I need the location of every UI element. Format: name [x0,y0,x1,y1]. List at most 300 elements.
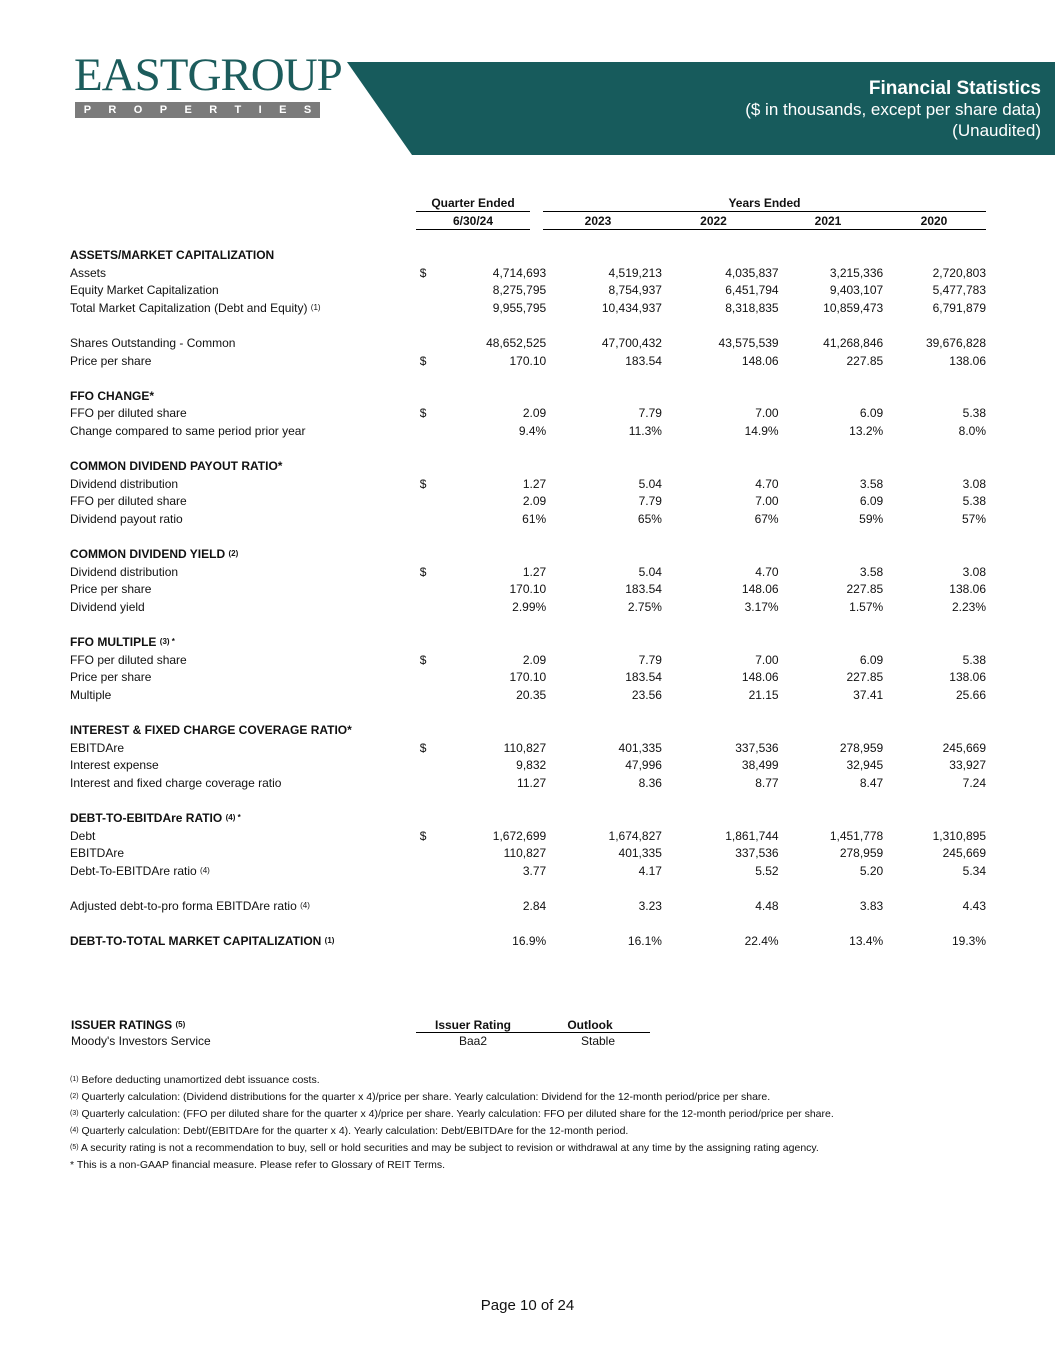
row-label-text: FFO MULTIPLE [70,635,157,650]
value-2021: 59% [859,511,884,526]
col-year-2021: 2021 [774,214,882,230]
logo-letter: R [108,104,117,116]
value-2022 [662,388,779,406]
value-2023: 1,674,827 [608,828,662,843]
row-label-text: EBITDAre [70,740,125,755]
value-2022 [662,810,779,828]
value-2020: 19.3% [951,934,986,949]
value-quarter: 2.09 [522,652,547,667]
row-label-text: EBITDAre [70,846,125,861]
value-2020: 7.24 [962,775,986,790]
value-2020: 3.08 [962,564,986,579]
value-2020: 245,669 [942,740,986,755]
section-header-row [70,933,986,951]
value-quarter: 1.27 [522,564,547,579]
value-quarter [456,247,547,265]
value-2023 [546,458,662,476]
value-quarter: 9,832 [516,758,547,773]
value-2023: 16.1% [627,934,662,949]
section-header-row [70,388,986,406]
value-2020 [883,458,986,476]
logo-letter: S [303,104,312,116]
value-quarter: 3.77 [522,863,547,878]
value-2022 [662,247,779,265]
value-2021: 10,859,473 [823,300,884,315]
value-2022: 7.00 [755,494,779,509]
logo-letter: O [133,104,143,116]
value-2023: 3.23 [638,898,662,913]
row-label [70,476,408,494]
value-quarter: 20.35 [516,687,547,702]
value-2022: 6,451,794 [725,283,779,298]
dollar-sign: $ [419,265,427,280]
footnote-number: (2) [70,1093,79,1100]
row-label [70,282,408,300]
footnotes [70,1072,834,1174]
spacer-cell [70,529,986,547]
table-row [70,511,986,529]
table-row [70,863,986,881]
row-label-text: FFO CHANGE* [70,388,154,403]
footnote-ref: (4) * [225,813,241,822]
footnote-text: Before deducting unamortized debt issuance costs. [81,1074,320,1086]
value-2022: 337,536 [735,740,779,755]
footnote [70,1140,834,1157]
dollar-sign: $ [419,406,427,421]
row-label-text: ASSETS/MARKET CAPITALIZATION [70,248,275,262]
value-2022: 43,575,539 [718,335,779,350]
value-2022: 3.17% [744,599,779,614]
value-2020: 5.34 [962,863,986,878]
table-row [70,581,986,599]
value-2021 [779,722,884,740]
dollar-sign [408,335,456,353]
page-subtitle: ($ in thousands, except per share data) [745,100,1041,119]
row-label-text: Dividend payout ratio [70,511,183,526]
value-2023: 5.04 [638,564,662,579]
value-quarter: 110,827 [503,846,547,861]
value-2021: 3,215,336 [829,265,884,280]
value-2023: 401,335 [618,740,662,755]
table-row [70,476,986,494]
table-row [70,282,986,300]
logo-letter: E [279,104,287,116]
value-2020: 57% [961,511,986,526]
dollar-sign [408,423,456,441]
footnote-number: (5) [70,1144,79,1151]
value-2020: 25.66 [955,687,986,702]
logo-letter: E [184,104,192,116]
value-2023: 47,996 [625,758,662,773]
col-year-2023: 2023 [543,214,653,230]
dollar-sign [408,493,456,511]
row-label [70,845,408,863]
logo-letter: R [209,104,218,116]
value-2020: 39,676,828 [925,335,986,350]
row-label-text: Equity Market Capitalization [70,283,219,298]
row-label-text: Adjusted debt-to-pro forma EBITDAre ratio [70,898,297,913]
row-label-text: COMMON DIVIDEND PAYOUT RATIO* [70,459,283,474]
spacer-cell [70,704,986,722]
issuer-rating-value: Baa2 [458,1034,488,1048]
value-2022: 148.06 [741,670,779,685]
section-header-row [70,546,986,564]
footnote-text: * This is a non-GAAP financial measure. Please refer to Glossary of REIT Terms. [70,1159,446,1171]
row-label [70,740,408,758]
spacer-cell [70,441,986,459]
value-2022 [662,458,779,476]
row-label [70,775,408,793]
table-row [70,757,986,775]
logo-letter: P [159,104,168,116]
value-2022 [662,634,779,652]
value-2021: 8.47 [859,775,884,790]
spacer-row [70,370,986,388]
footnote-number: (4) [70,1127,79,1134]
section-header-row [70,247,986,265]
table-row [70,652,986,670]
value-2021: 1,451,778 [829,828,884,843]
value-2023: 8,754,937 [608,283,662,298]
row-label [70,599,408,617]
value-2023 [546,247,662,265]
value-quarter: 2.99% [512,599,547,614]
value-quarter: 2.09 [522,494,547,509]
row-label-text: INTEREST & FIXED CHARGE COVERAGE RATIO* [70,723,352,738]
dollar-sign [408,933,456,951]
value-quarter [456,722,547,740]
value-quarter: 4,714,693 [492,265,547,280]
value-2021: 5.20 [859,863,884,878]
row-label-text: Interest expense [70,758,159,773]
value-2020: 33,927 [949,758,986,773]
value-2023 [546,546,662,564]
table-row [70,423,986,441]
value-2022 [662,546,779,564]
value-2023: 401,335 [618,846,662,861]
section-header-row [70,634,986,652]
row-label [70,353,408,371]
table-row [70,405,986,423]
dollar-sign [408,687,456,705]
value-2020: 138.06 [949,353,986,368]
row-label-text: FFO per diluted share [70,652,187,667]
spacer-cell [70,370,986,388]
section-header-row [70,458,986,476]
row-label [70,247,408,265]
value-2020: 5.38 [962,406,986,421]
row-label [70,335,408,353]
footnote [70,1157,834,1174]
value-2021 [779,634,884,652]
row-label-text: Dividend yield [70,599,145,614]
dollar-sign [408,757,456,775]
row-label [70,757,408,775]
value-2021: 3.83 [859,898,884,913]
value-2022: 4,035,837 [725,265,779,280]
row-label [70,493,408,511]
value-2020 [883,247,986,265]
logo-letter: I [258,104,262,116]
spacer-row [70,317,986,335]
value-2020: 5.38 [962,652,986,667]
table-row [70,353,986,371]
row-label [70,863,408,881]
value-2022: 8,318,835 [725,300,779,315]
dollar-sign: $ [419,740,427,755]
footnote [70,1123,834,1140]
spacer-row [70,529,986,547]
spacer-cell [70,880,986,898]
dollar-sign: $ [419,828,427,843]
financial-statistics-table [70,247,986,951]
spacer-row [70,616,986,634]
value-2022 [662,722,779,740]
value-2023: 7.79 [638,406,662,421]
row-label [70,265,408,283]
dollar-sign [408,775,456,793]
row-label-text: Interest and fixed charge coverage ratio [70,775,282,790]
footnote-ref: (4) [200,865,210,875]
value-2022: 1,861,744 [725,828,779,843]
issuer-ratings-footnote-ref: (5) [175,1020,186,1029]
dollar-sign: $ [419,476,427,491]
row-label [70,652,408,670]
dollar-sign [408,546,456,564]
footnote [70,1072,834,1089]
col-quarter: 6/30/24 [416,214,530,230]
row-label [70,423,408,441]
row-label-text: Price per share [70,353,152,368]
value-2021: 9,403,107 [829,283,884,298]
row-label-text: Total Market Capitalization (Debt and Equity) [70,300,308,315]
row-label [70,810,408,828]
value-quarter [456,458,547,476]
outlook-value: Stable [580,1034,616,1048]
value-quarter: 9.4% [518,423,547,438]
row-label [70,898,408,916]
footnote-ref: (3) * [159,637,175,647]
row-label [70,405,408,423]
value-2020: 2,720,803 [932,265,986,280]
row-label [70,687,408,705]
row-label-text: Price per share [70,670,152,685]
row-label-text: Price per share [70,582,152,597]
dollar-sign [408,634,456,652]
value-2022: 5.52 [755,863,779,878]
value-2022: 8.77 [755,775,779,790]
value-2023: 4.17 [638,863,662,878]
value-2023: 11.3% [628,423,662,438]
value-2020: 2.23% [951,599,986,614]
table-row [70,775,986,793]
table-row [70,898,986,916]
value-quarter: 170.10 [509,670,547,685]
value-2022: 337,536 [735,846,779,861]
value-2020: 5.38 [962,494,986,509]
value-quarter: 1,672,699 [492,828,547,843]
value-2020: 6,791,879 [932,300,986,315]
value-quarter: 9,955,795 [492,300,547,315]
spacer-row [70,704,986,722]
row-label-text: Assets [70,265,107,280]
value-quarter: 2.09 [522,406,547,421]
table-row [70,335,986,353]
value-2023: 183.54 [625,353,662,368]
footnote [70,1089,834,1106]
value-2022: 148.06 [741,582,779,597]
value-quarter [456,634,547,652]
value-2023 [546,388,662,406]
dollar-sign [408,898,456,916]
dollar-sign [408,511,456,529]
dollar-sign [408,599,456,617]
value-2021: 227.85 [846,670,884,685]
row-label-text: DEBT-TO-TOTAL MARKET CAPITALIZATION [70,934,322,949]
value-2021: 3.58 [859,564,884,579]
row-label-text: Change compared to same period prior year [70,423,306,438]
dollar-sign [408,300,456,318]
footnote-text: A security rating is not a recommendation to buy, sell or hold securities and may be subject to revision or withdrawal at any time by the assigning rating agency. [80,1142,819,1154]
value-2022: 148.06 [741,353,779,368]
value-2021 [779,458,884,476]
row-label [70,300,408,318]
value-quarter: 170.10 [509,353,547,368]
value-2020 [883,810,986,828]
value-2021: 1.57% [849,599,884,614]
outlook-header: Outlook [530,1018,650,1033]
value-2020: 138.06 [949,582,986,597]
spacer-cell [70,616,986,634]
value-quarter: 2.84 [522,898,547,913]
value-2021: 6.09 [859,494,884,509]
value-2021: 278,959 [839,740,884,755]
table-row [70,493,986,511]
value-quarter: 48,652,525 [486,335,547,350]
value-2021: 13.2% [849,423,884,438]
value-2021: 227.85 [846,353,884,368]
page-title: Financial Statistics [868,78,1041,99]
dollar-sign [408,810,456,828]
value-quarter: 16.9% [512,934,547,949]
value-2022: 4.70 [755,476,779,491]
logo-letter: P [83,104,92,116]
row-label [70,933,408,951]
value-2021: 41,268,846 [823,335,884,350]
dollar-sign [408,669,456,687]
row-label [70,669,408,687]
issuer-ratings-label: ISSUER RATINGS [71,1018,173,1032]
row-label [70,564,408,582]
value-2023: 2.75% [627,599,662,614]
value-2023: 183.54 [625,670,662,685]
value-2022: 14.9% [744,423,779,438]
page-number: Page 10 of 24 [480,1297,575,1314]
value-quarter: 61% [522,511,547,526]
value-2022: 38,499 [741,758,779,773]
quarter-ended-header: Quarter Ended [416,196,530,212]
company-logo-text: EASTGROUP [74,49,342,101]
value-2023 [546,722,662,740]
table-row [70,564,986,582]
row-label [70,581,408,599]
value-2020: 3.08 [962,476,986,491]
dollar-sign [408,722,456,740]
row-label [70,828,408,846]
col-year-2020: 2020 [882,214,986,230]
value-2023: 4,519,213 [608,265,662,280]
col-year-2022: 2022 [653,214,774,230]
table-row [70,740,986,758]
row-label [70,546,408,564]
spacer-row [70,792,986,810]
footnote-number: (3) [70,1110,79,1117]
value-2021: 32,945 [846,758,884,773]
value-quarter: 11.27 [517,775,547,790]
rating-agency: Moody's Investors Service [71,1034,211,1048]
spacer-row [70,916,986,934]
footnote-text: Quarterly calculation: (Dividend distributions for the quarter x 4)/price per share. Yearly calculation: Dividend for the 12-month period/price per share. [81,1091,771,1103]
value-2023: 47,700,432 [601,335,662,350]
value-2023: 23.56 [631,687,662,702]
spacer-cell [70,916,986,934]
value-quarter: 170.10 [509,582,547,597]
value-2020 [883,388,986,406]
spacer-cell [70,317,986,335]
row-label [70,511,408,529]
row-label-text: COMMON DIVIDEND YIELD [70,547,226,562]
value-2020: 1,310,895 [932,828,986,843]
dollar-sign [408,458,456,476]
value-2021 [779,810,884,828]
dollar-sign [408,388,456,406]
unaudited-note: (Unaudited) [952,121,1041,140]
value-2022: 21.15 [748,687,779,702]
value-2021: 13.4% [849,934,884,949]
row-label-text: Dividend distribution [70,476,179,491]
table-row [70,300,986,318]
section-header-row [70,810,986,828]
table-row [70,669,986,687]
dollar-sign: $ [419,353,427,368]
value-2022: 67% [754,511,779,526]
value-2021 [779,546,884,564]
row-label [70,458,408,476]
section-header-row [70,722,986,740]
dollar-sign [408,581,456,599]
row-label [70,634,408,652]
table-row [70,265,986,283]
value-2020 [883,722,986,740]
value-quarter: 110,827 [503,740,547,755]
value-quarter [456,546,547,564]
footnote-ref: (1) [310,302,321,312]
table-row [70,687,986,705]
value-2022: 7.00 [755,652,779,667]
value-2020: 4.43 [962,898,986,913]
footnote-text: Quarterly calculation: (FFO per diluted share for the quarter x 4)/price per share. Yearly calculation: FFO per diluted share for the 12-month period/price per share. [81,1108,834,1120]
issuer-rating-header: Issuer Rating [416,1018,530,1033]
value-2023 [546,810,662,828]
footnote-ref: (1) [324,936,335,946]
value-2020 [883,546,986,564]
value-2020: 245,669 [942,846,986,861]
value-2020: 138.06 [949,670,986,685]
dollar-sign: $ [419,564,427,579]
years-ended-header: Years Ended [543,196,986,212]
value-2020: 5,477,783 [932,283,986,298]
logo-letter: T [234,104,242,116]
